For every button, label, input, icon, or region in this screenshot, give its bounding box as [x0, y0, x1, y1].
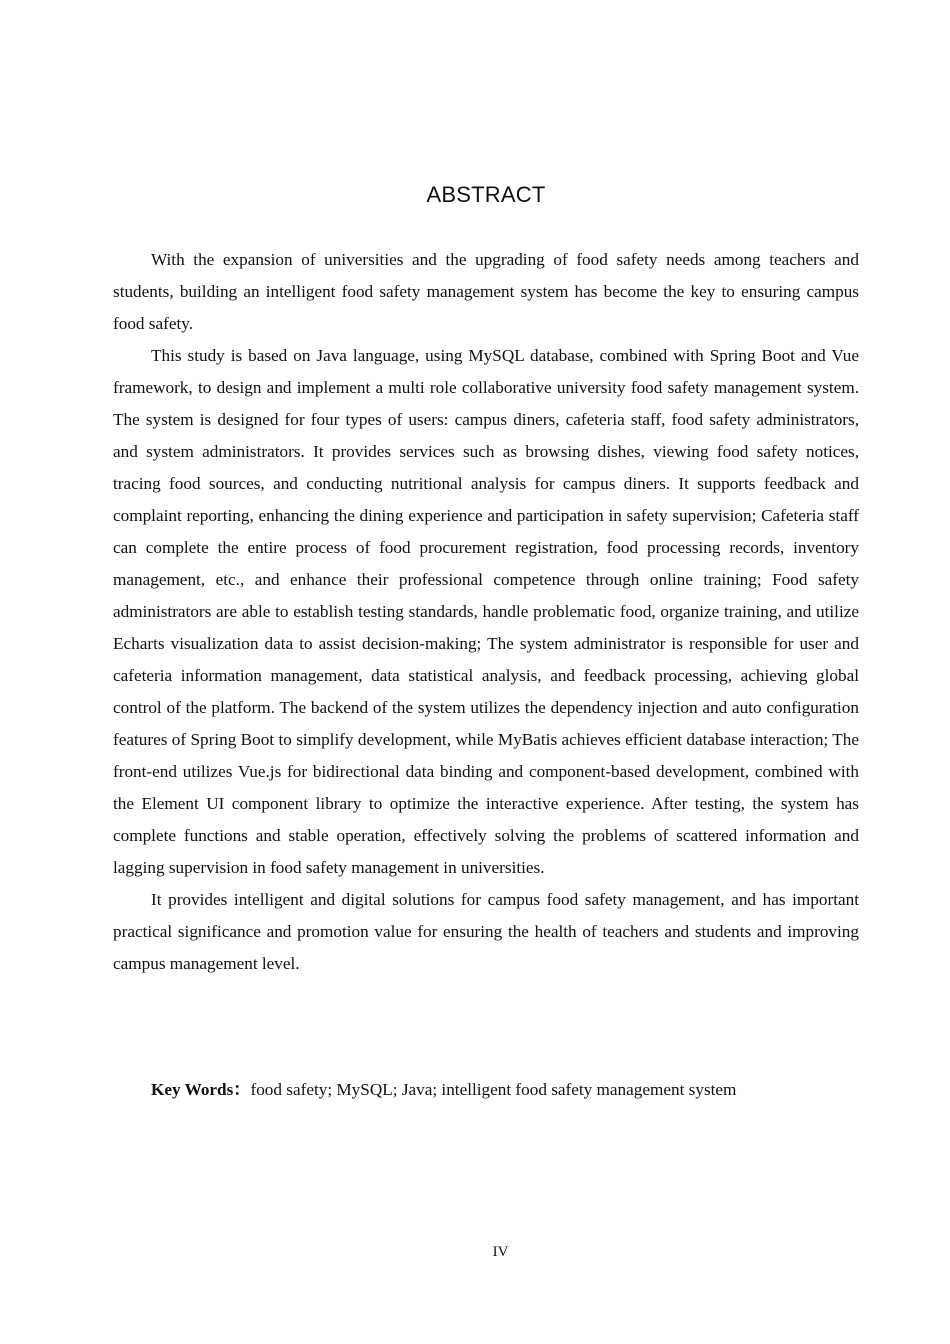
- abstract-paragraph-2: This study is based on Java language, using MySQL database, combined with Spring Boot and Vue framework, to design and implement a multi role collaborative university food safety management system. The system is designed for four types of users: campus diners, cafeteria staff, food safety administrators, and system administrators. It provides services such as browsing dishes, viewing food safety notices, tracing food sources, and conducting nutritional analysis for campus diners. It supports feedback and complaint reporting, enhancing the dining experience and participation in safety supervision; Cafeteria staff can complete the entire process of food procurement registration, food processing records, inventory management, etc., and enhance their professional competence through online training; Food safety administrators are able to establish testing standards, handle problematic food, organize training, and utilize Echarts visualization data to assist decision-making; The system administrator is responsible for user and cafeteria information management, data statistical analysis, and feedback processing, achieving global control of the platform. The backend of the system utilizes the dependency injection and auto configuration features of Spring Boot to simplify development, while MyBatis achieves efficient database interaction; The front-end utilizes Vue.js for bidirectional data binding and component-based development, combined with the Element UI component library to optimize the interactive experience. After testing, the system has complete functions and stable operation, effectively solving the problems of scattered information and lagging supervision in food safety management in universities.: [113, 346, 859, 877]
- abstract-body: [113, 244, 859, 980]
- abstract-paragraph-3: It provides intelligent and digital solutions for campus food safety management, and has important practical significance and promotion value for ensuring the health of teachers and students and improving campus management level.: [113, 890, 859, 973]
- abstract-title: ABSTRACT: [426, 182, 546, 207]
- keywords-line: [151, 1074, 871, 1106]
- keywords-label: Key Words：: [151, 1080, 251, 1099]
- keywords-text: food safety; MySQL; Java; intelligent food safety management system: [250, 1080, 737, 1099]
- abstract-paragraph-1: With the expansion of universities and the upgrading of food safety needs among teachers and students, building an intelligent food safety management system has become the key to ensuring campus food safety.: [113, 250, 859, 333]
- page-number: IV: [492, 1244, 509, 1260]
